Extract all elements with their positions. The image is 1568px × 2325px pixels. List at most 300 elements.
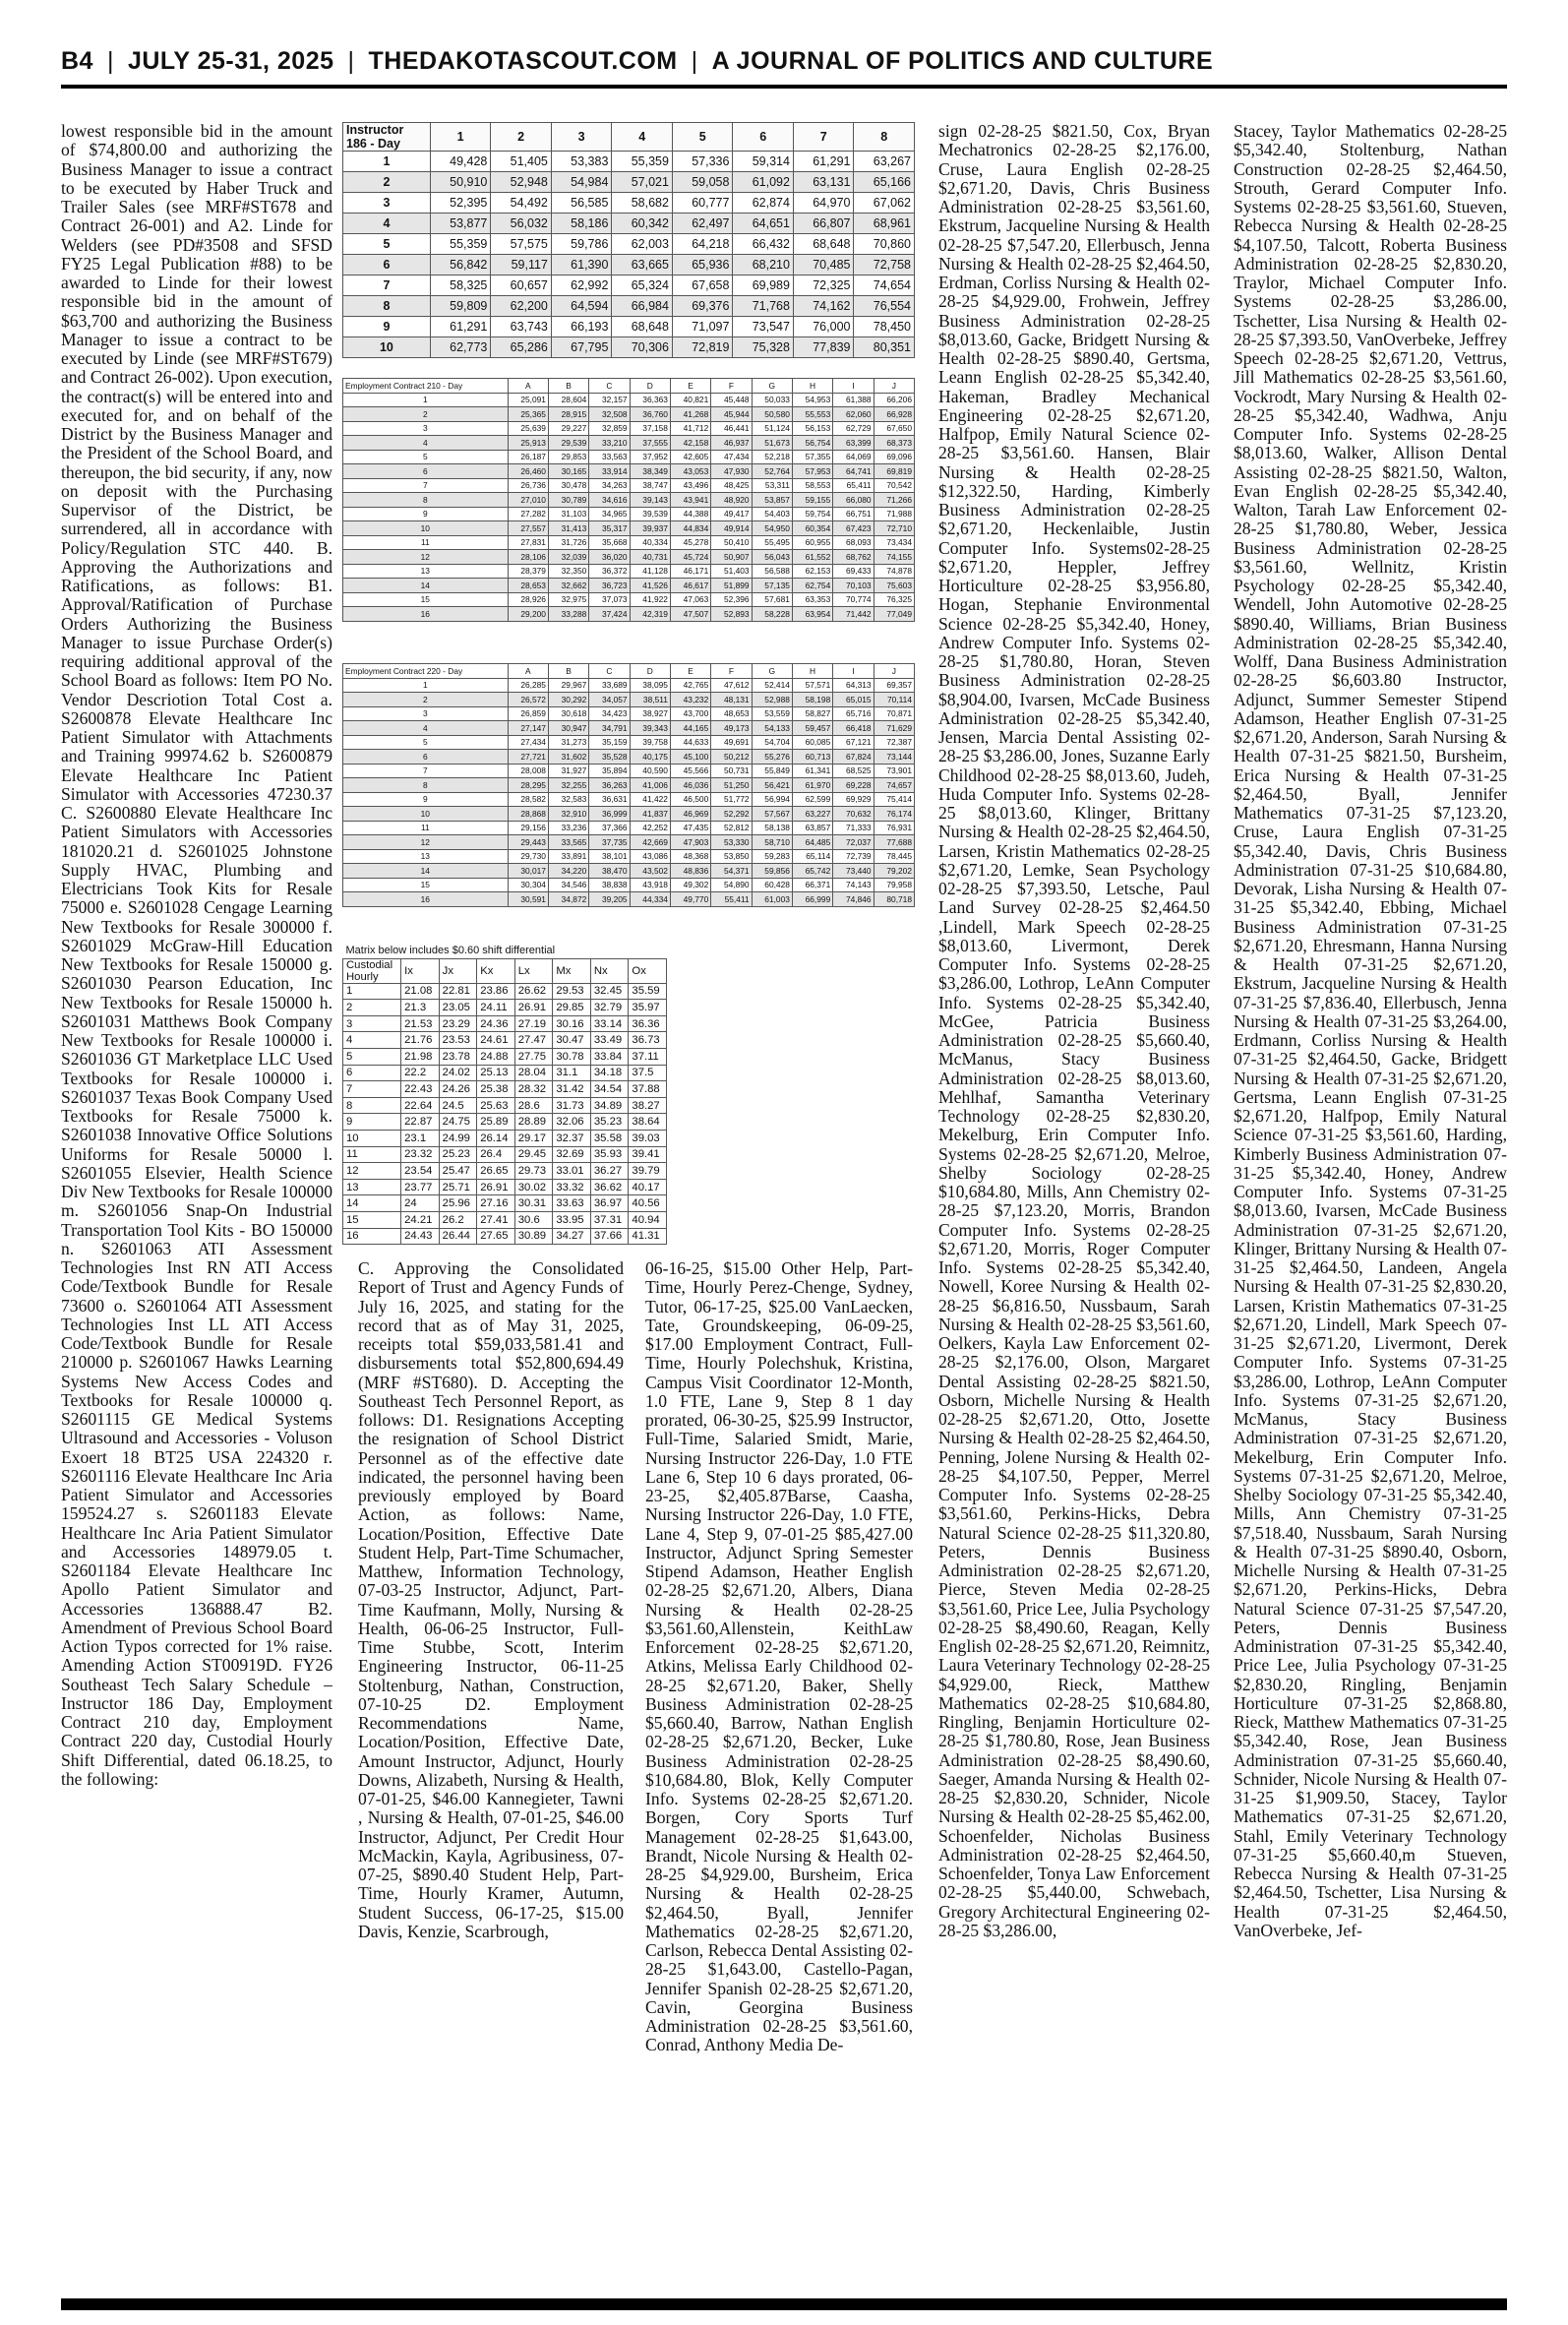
table-cell: 67,650 <box>874 421 914 436</box>
table-row <box>343 172 915 193</box>
table-cell: 30,017 <box>508 864 548 879</box>
table-cell: 64,651 <box>733 214 794 234</box>
page-header: B4 | JULY 25-31, 2025 | THEDAKOTASCOUT.COM | A JOURNAL OF POLITICS AND CULTURE <box>61 47 1214 75</box>
site-name: THEDAKOTASCOUT.COM <box>368 47 678 75</box>
table-cell: 32,039 <box>548 550 588 565</box>
table-cell: 26.91 <box>514 1000 553 1016</box>
table-cell: 30,789 <box>548 493 588 508</box>
table-cell: 36.36 <box>629 1015 667 1032</box>
table-cell: 36,631 <box>589 792 630 807</box>
table-cell: 38,927 <box>630 706 670 721</box>
table-cell: 55,359 <box>612 152 673 172</box>
table-cell: 29.17 <box>514 1130 553 1146</box>
row-label: 7 <box>343 478 509 493</box>
table-cell: 68,648 <box>612 317 673 337</box>
table-cell: 70,485 <box>793 255 854 275</box>
table-cell: 22.43 <box>401 1081 440 1098</box>
table-cell: 71,333 <box>833 821 874 835</box>
table-cell: 49,914 <box>711 521 752 536</box>
table-cell: 76,000 <box>793 317 854 337</box>
table-cell: 51,124 <box>752 421 792 436</box>
table-cell: 58,138 <box>752 821 792 835</box>
table-cell: 51,250 <box>711 778 752 793</box>
table-cell: 39,758 <box>630 735 670 750</box>
table-cell: 57,571 <box>792 678 832 693</box>
table-cell: 32.06 <box>553 1114 591 1131</box>
table-cell: 24.36 <box>477 1015 515 1032</box>
table-cell: 64,218 <box>672 234 733 255</box>
table-row <box>343 592 915 607</box>
table-cell: 48,131 <box>711 693 752 707</box>
table-cell: 65,114 <box>792 849 832 864</box>
table-cell: 23.78 <box>439 1048 477 1065</box>
table-cell: 53,330 <box>711 835 752 850</box>
table-row <box>343 337 915 358</box>
table-cell: 62,060 <box>833 407 874 422</box>
column-header: Lx <box>514 958 553 983</box>
table-cell: 42,669 <box>630 835 670 850</box>
table-cell: 43,496 <box>670 478 710 493</box>
table-cell: 26,859 <box>508 706 548 721</box>
table-cell: 38,747 <box>630 478 670 493</box>
table-cell: 74,846 <box>833 892 874 907</box>
table-cell: 65,936 <box>672 255 733 275</box>
table-cell: 55,495 <box>752 535 792 550</box>
table-cell: 63,353 <box>792 592 832 607</box>
table-cell: 64,970 <box>793 193 854 214</box>
table-cell: 47,612 <box>711 678 752 693</box>
table-cell: 40,175 <box>630 750 670 765</box>
table-cell: 64,741 <box>833 464 874 479</box>
table-cell: 66,999 <box>792 892 832 907</box>
table-row <box>343 450 915 464</box>
table-cell: 58,198 <box>792 693 832 707</box>
table-cell: 28,915 <box>548 407 588 422</box>
table-cell: 23.54 <box>401 1163 440 1180</box>
table-cell: 52,218 <box>752 450 792 464</box>
table-cell: 26.14 <box>477 1130 515 1146</box>
table-header-row <box>343 958 667 983</box>
table-row <box>343 152 915 172</box>
table-cell: 30,618 <box>548 706 588 721</box>
table-cell: 39.79 <box>629 1163 667 1180</box>
table-cell: 64,313 <box>833 678 874 693</box>
table-caption-row <box>343 943 667 958</box>
table-cell: 63,227 <box>792 807 832 822</box>
row-label: 14 <box>343 864 509 879</box>
table-cell: 56,585 <box>551 193 612 214</box>
table-cell: 40,334 <box>630 535 670 550</box>
table-cell: 26,572 <box>508 693 548 707</box>
contract-210-salary-table <box>342 378 915 622</box>
text-column-3 <box>645 1259 913 2296</box>
column-header: F <box>711 379 752 394</box>
column-header: 5 <box>672 123 733 152</box>
table-cell: 46,937 <box>711 436 752 451</box>
column-header: H <box>792 664 832 679</box>
table-cell: 59,457 <box>792 721 832 736</box>
table-title: Custodial <box>346 958 393 971</box>
table-cell: 41,006 <box>630 778 670 793</box>
table-cell: 69,376 <box>672 296 733 317</box>
table-cell: 65,411 <box>833 478 874 493</box>
table-cell: 25.89 <box>477 1114 515 1131</box>
row-label: 6 <box>343 255 431 275</box>
column-header: 2 <box>491 123 552 152</box>
table-cell: 66,193 <box>551 317 612 337</box>
table-cell: 41,837 <box>630 807 670 822</box>
table-cell: 30.16 <box>553 1015 591 1032</box>
table-cell: 22.81 <box>439 983 477 1000</box>
table-cell: 37,424 <box>589 607 630 622</box>
table-cell: 21.08 <box>401 983 440 1000</box>
column-header: H <box>792 379 832 394</box>
table-cell: 26,187 <box>508 450 548 464</box>
table-cell: 23.86 <box>477 983 515 1000</box>
table-cell: 46,171 <box>670 564 710 579</box>
table-cell: 33,563 <box>589 450 630 464</box>
table-cell: 26.4 <box>477 1146 515 1163</box>
table-cell: 54,950 <box>752 521 792 536</box>
table-cell: 35.59 <box>629 983 667 1000</box>
table-cell: 52,988 <box>752 693 792 707</box>
text-column-1 <box>61 122 332 2296</box>
table-cell: 34,546 <box>548 878 588 892</box>
table-cell: 49,417 <box>711 507 752 521</box>
table-cell: 47,434 <box>711 450 752 464</box>
table-cell: 43,700 <box>670 706 710 721</box>
row-label: 2 <box>343 407 509 422</box>
table-cell: 31,273 <box>548 735 588 750</box>
table-row <box>343 1179 667 1195</box>
column-header: Kx <box>477 958 515 983</box>
table-cell: 28,582 <box>508 792 548 807</box>
table-row <box>343 1065 667 1081</box>
table-cell: 45,566 <box>670 764 710 778</box>
table-cell: 32,662 <box>548 579 588 593</box>
row-label: 2 <box>343 172 431 193</box>
column-header: A <box>508 664 548 679</box>
table-title: Employment Contract 220 - Day <box>345 665 463 676</box>
table-cell: 58,325 <box>430 275 491 296</box>
table-cell: 34,263 <box>589 478 630 493</box>
table-cell: 28,868 <box>508 807 548 822</box>
column-text: sign 02-28-25 $821.50, Cox, Bryan Mechatronics 02-28-25 $2,176.00, Cruse, Laura English 02-28-25 $2,671.20, Davis, Chris Business Administration 02-28-25 $3,561.60, Ekstrum, Jacqueline Nursing & Health 02-28-25 $7,547.20, Ellerbusch, Jenna Nursing & Health 02-28-25 $2,464.50, Erdman, Corliss Nursing & Health 02-28-25 $4,929.00, Frohwein, Jeffrey Business Administration 02-28-25 $8,013.60, Gacke, Bridgett Nursing & Health 02-28-25 $890.40, Gertsma, Leann English 02-28-25 $5,342.40, Hakeman, Bradley Mechanical Engineering 02-28-25 $2,671.20, Halfpop, Emily Natural Science 02-28-25 $3,561.60. Hansen, Blair Nursing & Health 02-28-25 $12,322.50, Harding, Kimberly Business Administration 02-28-25 $2,671.20, Heckenlaible, Justin Computer Info. Systems02-28-25 $2,671.20, Heppler, Jeffrey Horticulture 02-28-25 $3,956.80, Hogan, Stephanie Environmental Science 02-28-25 $5,342.40, Honey, Andrew Computer Info. Systems 02-28-25 $1,780.80, Horan, Steven Business Administration 02-28-25 $8,904.00, Ivarsen, McCade Business Administration 02-28-25 $5,342.40, Jensen, Marcia Dental Assisting 02-28-25 $3,286.00, Jones, Suzanne Early Childhood 02-28-25 $8,013.60, Judeh, Huda Computer Info. Systems 02-28-25 $8,013.60, Klinger, Brittany Nursing & Health 02-28-25 $2,464.50, Larsen, Kristin Mathematics 02-28-25 $2,671.20, Lemke, Sean Psychology 02-28-25 $7,393.50, Letsche, Paul Land Survey 02-28-25 $2,464.50 ,Lindell, Mark Speech 02-28-25 $8,013.60, Livermont, Derek Computer Info. Systems 02-28-25 $3,286.00, Lothrop, LeAnn Computer Info. Systems 02-28-25 $5,342.40, McGee, Patricia Business Administration 02-28-25 $5,660.40, McManus, Stacy Business Administration 02-28-25 $8,013.60, Mehlhaf, Samantha Veterinary Technology 02-28-25 $2,830.20, Mekelburg, Erin Computer Info. Systems 02-28-25 $2,671.20, Melroe, Shelby Sociology 02-28-25 $10,684.80, Mills, Ann Chemistry 02-28-25 $7,123.20, Morris, Brandon Computer Info. Systems 02-28-25 $2,671.20, Morris, Roger Computer Info. Systems 02-28-25 $5,342.40, Nowell, Koree Nursing & Health 02-28-25 $6,816.50, Nussbaum, Sarah Nursing & Health 02-28-25 $3,561.60, Oelkers, Kayla Law Enforcement 02-28-25 $2,176.00, Olson, Margaret Dental Assisting 02-28-25 $821.50, Osborn, Michelle Nursing & Health 02-28-25 $2,671.20, Otto, Josette Nursing & Health 02-28-25 $2,464.50, Penning, Jolene Nursing & Health 02-28-25 $4,107.50, Pepper, Merrel Computer Info. Systems 02-28-25 $3,561.60, Perkins-Hicks, Debra Natural Science 02-28-25 $11,320.80, Peters, Dennis Business Administration 02-28-25 $2,671.20, Pierce, Steven Media 02-28-25 $3,561.60, Price Lee, Julia Psychology 02-28-25 $8,490.60, Reagan, Kelly English 02-28-25 $2,671.20, Reimnitz, Laura Veterinary Technology 02-28-25 $4,929.00, Rieck, Matthew Mathematics 02-28-25 $10,684.80, Ringling, Benjamin Horticulture 02-28-25 $1,780.80, Rose, Jean Business Administration 02-28-25 $8,490.60, Saeger, Amanda Nursing & Health 02-28-25 $2,830.20, Schnider, Nicole Nursing & Health 02-28-25 $5,462.00, Schoenfelder, Nicholas Business Administration 02-28-25 $2,464.50, Schoenfelder, Tonya Law Enforcement 02-28-25 $5,440.00, Schwebach, Gregory Architectural Engineering 02-28-25 $3,286.00, <box>938 122 1210 1940</box>
table-cell: 44,633 <box>670 735 710 750</box>
table-cell: 73,440 <box>833 864 874 879</box>
table-cell: 41,526 <box>630 579 670 593</box>
table-cell: 68,648 <box>793 234 854 255</box>
table-cell: 24.99 <box>439 1130 477 1146</box>
table-cell: 38,470 <box>589 864 630 879</box>
column-header: 7 <box>793 123 854 152</box>
table-cell: 29,730 <box>508 849 548 864</box>
table-cell: 27,147 <box>508 721 548 736</box>
table-row <box>343 721 915 736</box>
table-cell: 75,603 <box>874 579 914 593</box>
table-row <box>343 550 915 565</box>
table-title: Hourly <box>346 970 379 983</box>
table-cell: 26.44 <box>439 1228 477 1245</box>
column-header: G <box>752 379 792 394</box>
row-label: 11 <box>343 821 509 835</box>
table-cell: 43,086 <box>630 849 670 864</box>
table-row <box>343 1048 667 1065</box>
table-cell: 41,712 <box>670 421 710 436</box>
table-cell: 55,849 <box>752 764 792 778</box>
table-cell: 65,286 <box>491 337 552 358</box>
table-cell: 44,165 <box>670 721 710 736</box>
table-cell: 32,157 <box>589 393 630 407</box>
table-cell: 57,567 <box>752 807 792 822</box>
contract-220-salary-table <box>342 663 915 907</box>
table-cell: 32,255 <box>548 778 588 793</box>
table-cell: 44,388 <box>670 507 710 521</box>
table-cell: 65,716 <box>833 706 874 721</box>
table-row <box>343 878 915 892</box>
table-cell: 24 <box>401 1195 440 1212</box>
table-cell: 33.49 <box>590 1032 629 1049</box>
table-cell: 30,165 <box>548 464 588 479</box>
column-header: Mx <box>553 958 591 983</box>
row-label: 4 <box>343 1032 401 1049</box>
table-cell: 23.29 <box>439 1015 477 1032</box>
table-cell: 58,228 <box>752 607 792 622</box>
table-cell: 80,718 <box>874 892 914 907</box>
table-cell: 49,428 <box>430 152 491 172</box>
column-header: Jx <box>439 958 477 983</box>
row-label: 6 <box>343 1065 401 1081</box>
table-cell: 28,295 <box>508 778 548 793</box>
table-cell: 25.13 <box>477 1065 515 1081</box>
table-row <box>343 535 915 550</box>
table-row <box>343 1081 667 1098</box>
table-cell: 49,173 <box>711 721 752 736</box>
table-cell: 27.16 <box>477 1195 515 1212</box>
table-cell: 63,399 <box>833 436 874 451</box>
table-cell: 72,387 <box>874 735 914 750</box>
table-cell: 65,166 <box>854 172 915 193</box>
table-row <box>343 1146 667 1163</box>
table-cell: 69,228 <box>833 778 874 793</box>
table-cell: 28.6 <box>514 1097 553 1114</box>
table-cell: 31.42 <box>553 1081 591 1098</box>
table-cell: 30.31 <box>514 1195 553 1212</box>
table-cell: 21.3 <box>401 1000 440 1016</box>
table-cell: 28.32 <box>514 1081 553 1098</box>
table-cell: 58,682 <box>612 193 673 214</box>
table-cell: 34,423 <box>589 706 630 721</box>
row-label: 14 <box>343 579 509 593</box>
table-cell: 26.2 <box>439 1211 477 1228</box>
table-cell: 49,691 <box>711 735 752 750</box>
table-cell: 30,304 <box>508 878 548 892</box>
column-text: Stacey, Taylor Mathematics 02-28-25 $5,342.40, Stoltenburg, Nathan Construction 02-28-25 $2,464.50, Strouth, Gerard Computer Info. Systems 02-28-25 $3,561.60, Stueven, Rebecca Nursing & Health 02-28-25 $4,107.50, Talcott, Roberta Business Administration 02-28-25 $2,830.20, Traylor, Michael Computer Info. Systems 02-28-25 $3,286.00, Tschetter, Lisa Nursing & Health 02-28-25 $7,393.50, VanOverbeke, Jeffrey Speech 02-28-25 $2,671.20, Vettrus, Jill Mathematics 02-28-25 $3,561.60, Vockrodt, Mary Nursing & Health 02-28-25 $5,342.40, Wadhwa, Anju Computer Info. Systems 02-28-25 $8,013.60, Walker, Allison Dental Assisting 02-28-25 $821.50, Walton, Evan English 02-28-25 $5,342.40, Walton, Tarah Law Enforcement 02-28-25 $1,780.80, Weber, Jessica Business Administration 02-28-25 $3,561.60, Wellnitz, Kristin Psychology 02-28-25 $5,342.40, Wendell, John Automotive 02-28-25 $890.40, Williams, Brian Business Administration 02-28-25 $5,342.40, Wolff, Dana Business Administration 02-28-25 $6,603.80 Instructor, Adjunct, Summer Semester Stipend Adamson, Heather English 07-31-25 $2,671.20, Anderson, Sarah Nursing & Health 07-31-25 $821.50, Bursheim, Erica Nursing & Health 07-31-25 $2,464.50, Byall, Jennifer Mathematics 07-31-25 $7,123.20, Cruse, Laura English 07-31-25 $5,342.40, Davis, Chris Business Administration 07-31-25 $10,684.80, Devorak, Lisha Nursing & Health 07-31-25 $5,342.40, Ebbing, Michael Business Administration 07-31-25 $2,671.20, Ehresmann, Hanna Nursing & Health 07-31-25 $2,671.20, Ekstrum, Jacqueline Nursing & Health 07-31-25 $7,836.40, Ellerbusch, Jenna Nursing & Health 07-31-25 $3,264.00, Erdmann, Corliss Nursing & Health 07-31-25 $2,464.50, Gacke, Bridgett Nursing & Health 07-31-25 $2,671.20, Gertsma, Leann English 07-31-25 $2,671.20, Halfpop, Emily Natural Science 07-31-25 $3,561.60, Harding, Kimberly Business Administration 07-31-25 $5,342.40, Honey, Andrew Computer Info. Systems 07-31-25 $8,013.60, Ivarsen, McCade Business Administration 07-31-25 $2,671.20, Klinger, Brittany Nursing & Health 07-31-25 $2,464.50, Landeen, Angela Nursing & Health 07-31-25 $2,830.20, Larsen, Kristin Mathematics 07-31-25 $2,671.20, Lindell, Mark Speech 07-31-25 $2,671.20, Livermont, Derek Computer Info. Systems 07-31-25 $3,286.00, Lothrop, LeAnn Computer Info. Systems 07-31-25 $2,671.20, McManus, Stacy Business Administration 07-31-25 $2,671.20, Mekelburg, Erin Computer Info. Systems 07-31-25 $2,671.20, Melroe, Shelby Sociology 07-31-25 $5,342.40, Mills, Ann Chemistry 07-31-25 $7,518.40, Nussbaum, Sarah Nursing & Health 07-31-25 $890.40, Osborn, Michelle Nursing & Health 07-31-25 $2,671.20, Perkins-Hicks, Debra Natural Science 07-31-25 $7,547.20, Peters, Dennis Business Administration 07-31-25 $5,342.40, Price Lee, Julia Psychology 07-31-25 $2,830.20, Ringling, Benjamin Horticulture 07-31-25 $2,868.80, Rieck, Matthew Mathematics 07-31-25 $5,342.40, Rose, Jean Business Administration 07-31-25 $5,660.40, Schnider, Nicole Nursing & Health 07-31-25 $1,909.50, Stacey, Taylor Mathematics 07-31-25 $2,671.20, Stahl, Emily Veterinary Technology 07-31-25 $5,660.40,m Stueven, Rebecca Nursing & Health 07-31-25 $2,464.50, Tschetter, Lisa Nursing & Health 07-31-25 $2,464.50, VanOverbeke, Jef- <box>1234 122 1507 1940</box>
table-cell: 57,336 <box>672 152 733 172</box>
table-cell: 28.04 <box>514 1065 553 1081</box>
table-cell: 37,073 <box>589 592 630 607</box>
table-cell: 57,135 <box>752 579 792 593</box>
row-label: 10 <box>343 1130 401 1146</box>
table-cell: 27,010 <box>508 493 548 508</box>
table-cell: 62,153 <box>792 564 832 579</box>
table-cell: 25.47 <box>439 1163 477 1180</box>
column-header: J <box>874 379 914 394</box>
table-cell: 30.47 <box>553 1032 591 1049</box>
table-cell: 69,929 <box>833 792 874 807</box>
instructor-salary-table <box>342 122 915 358</box>
text-column-2 <box>358 1259 624 2296</box>
issue-date: JULY 25-31, 2025 <box>127 47 334 75</box>
column-header: D <box>630 664 670 679</box>
table-cell: 59,283 <box>752 849 792 864</box>
table-cell: 35,894 <box>589 764 630 778</box>
table-cell: 40,590 <box>630 764 670 778</box>
table-cell: 38.27 <box>629 1097 667 1114</box>
table-cell: 45,944 <box>711 407 752 422</box>
table-cell: 48,836 <box>670 864 710 879</box>
table-row <box>343 564 915 579</box>
table-cell: 66,206 <box>874 393 914 407</box>
table-cell: 34.54 <box>590 1081 629 1098</box>
table-row <box>343 1015 667 1032</box>
table-row <box>343 214 915 234</box>
column-header: 8 <box>854 123 915 152</box>
table-cell: 32.45 <box>590 983 629 1000</box>
table-cell: 24.26 <box>439 1081 477 1098</box>
table-row <box>343 1000 667 1016</box>
table-cell: 25.71 <box>439 1179 477 1195</box>
column-header: I <box>833 379 874 394</box>
table-cell: 76,325 <box>874 592 914 607</box>
table-cell: 30,591 <box>508 892 548 907</box>
row-label: 16 <box>343 607 509 622</box>
table-cell: 59,058 <box>672 172 733 193</box>
table-cell: 41.31 <box>629 1228 667 1245</box>
table-cell: 71,266 <box>874 493 914 508</box>
table-cell: 39.03 <box>629 1130 667 1146</box>
table-cell: 47,903 <box>670 835 710 850</box>
table-cell: 74,657 <box>874 778 914 793</box>
table-cell: 78,445 <box>874 849 914 864</box>
table-cell: 62,599 <box>792 792 832 807</box>
table-cell: 31,602 <box>548 750 588 765</box>
column-header: F <box>711 664 752 679</box>
table-cell: 52,396 <box>711 592 752 607</box>
table-cell: 30.78 <box>553 1048 591 1065</box>
table-cell: 47,435 <box>670 821 710 835</box>
table-cell: 36.97 <box>590 1195 629 1212</box>
row-label: 10 <box>343 337 431 358</box>
table-cell: 54,133 <box>752 721 792 736</box>
table-row <box>343 983 667 1000</box>
table-cell: 35,528 <box>589 750 630 765</box>
table-cell: 29.85 <box>553 1000 591 1016</box>
table-cell: 32.37 <box>553 1130 591 1146</box>
table-cell: 52,764 <box>752 464 792 479</box>
table-cell: 73,901 <box>874 764 914 778</box>
table-cell: 55,276 <box>752 750 792 765</box>
table-cell: 67,795 <box>551 337 612 358</box>
table-row <box>343 1114 667 1131</box>
table-cell: 23.1 <box>401 1130 440 1146</box>
table-cell: 70,632 <box>833 807 874 822</box>
table-cell: 75,328 <box>733 337 794 358</box>
table-cell: 39,143 <box>630 493 670 508</box>
table-cell: 27.47 <box>514 1032 553 1049</box>
row-label: 5 <box>343 1048 401 1065</box>
table-cell: 52,292 <box>711 807 752 822</box>
table-cell: 31,927 <box>548 764 588 778</box>
row-label: 1 <box>343 152 431 172</box>
table-cell: 55,553 <box>792 407 832 422</box>
row-label: 10 <box>343 807 509 822</box>
table-cell: 38,511 <box>630 693 670 707</box>
table-row <box>343 421 915 436</box>
table-cell: Matrix below includes $0.60 shift differential <box>345 944 556 956</box>
table-cell: 43,232 <box>670 693 710 707</box>
table-cell: 59,754 <box>792 507 832 521</box>
table-cell: 26,460 <box>508 464 548 479</box>
table-row <box>343 1211 667 1228</box>
table-cell: 69,819 <box>874 464 914 479</box>
row-label: 15 <box>343 1211 401 1228</box>
table-cell: 51,405 <box>491 152 552 172</box>
table-cell: 31.1 <box>553 1065 591 1081</box>
table-row <box>343 521 915 536</box>
table-row <box>343 478 915 493</box>
text-column-4 <box>938 122 1210 2296</box>
table-cell: 25,091 <box>508 393 548 407</box>
table-cell: 58,710 <box>752 835 792 850</box>
row-label: 9 <box>343 317 431 337</box>
table-cell: 77,049 <box>874 607 914 622</box>
row-label: 6 <box>343 464 509 479</box>
table-cell: 71,442 <box>833 607 874 622</box>
table-cell: 29.73 <box>514 1163 553 1180</box>
table-cell: 63,743 <box>491 317 552 337</box>
column-header: C <box>589 379 630 394</box>
table-cell: 36.27 <box>590 1163 629 1180</box>
table-cell: 25.96 <box>439 1195 477 1212</box>
table-cell: 72,710 <box>874 521 914 536</box>
row-label: 14 <box>343 1195 401 1212</box>
table-row <box>343 1097 667 1114</box>
row-label: 12 <box>343 550 509 565</box>
row-label: 12 <box>343 1163 401 1180</box>
table-cell: 28,379 <box>508 564 548 579</box>
table-cell: 48,425 <box>711 478 752 493</box>
table-cell: 24.5 <box>439 1097 477 1114</box>
table-cell: 33.32 <box>553 1179 591 1195</box>
table-cell: 39,343 <box>630 721 670 736</box>
table-cell: 61,388 <box>833 393 874 407</box>
table-cell: 59,314 <box>733 152 794 172</box>
table-cell: 31,413 <box>548 521 588 536</box>
table-cell: 35,317 <box>589 521 630 536</box>
table-cell: 36,999 <box>589 807 630 822</box>
table-cell: 32.69 <box>553 1146 591 1163</box>
table-cell: 29,853 <box>548 450 588 464</box>
row-label: 7 <box>343 275 431 296</box>
table-cell: 24.11 <box>477 1000 515 1016</box>
table-cell: 24.02 <box>439 1065 477 1081</box>
table-cell: 55,411 <box>711 892 752 907</box>
table-cell: 41,422 <box>630 792 670 807</box>
table-cell: 62,992 <box>551 275 612 296</box>
table-cell: 53,857 <box>752 493 792 508</box>
table-cell: 25.38 <box>477 1081 515 1098</box>
